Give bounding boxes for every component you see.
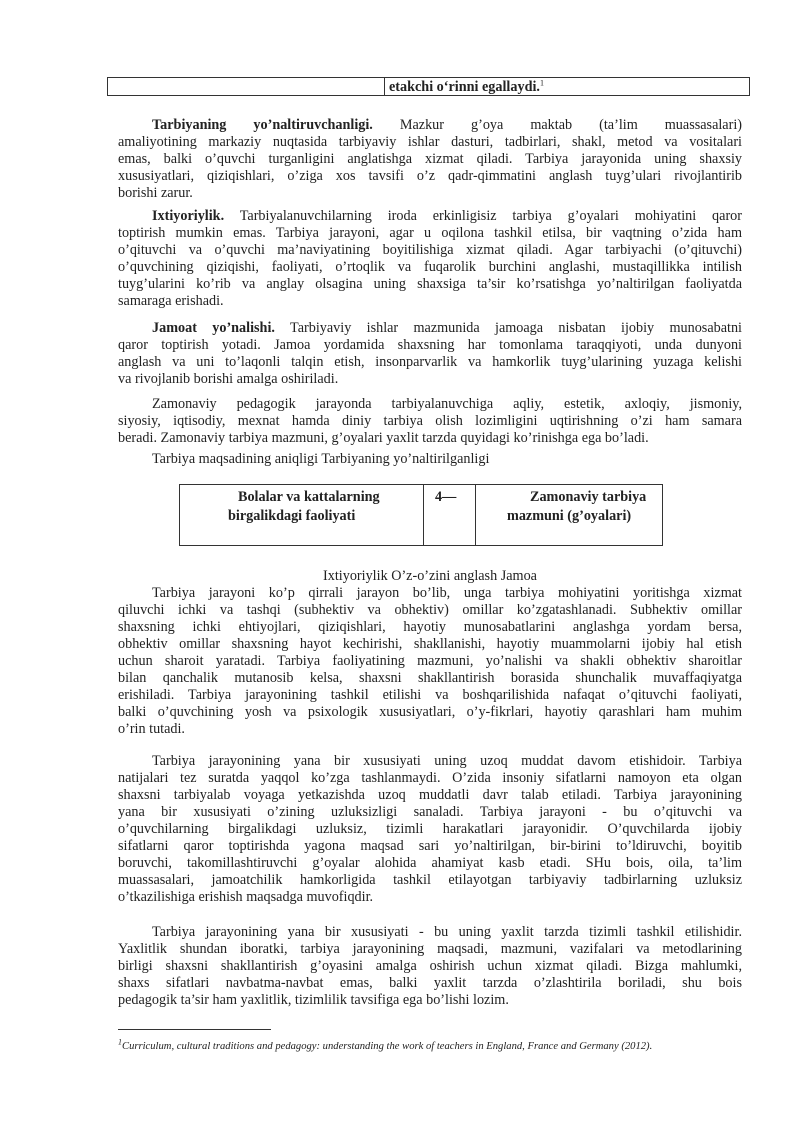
footnote-ref: 1 [539,78,544,88]
para-line: shaxsni tarbiyalab voyaga yetkazishda uzoq muddatli davr talab etiladi. Tarbiya jarayonining [118,787,742,803]
para-line: borishi zarur. [118,185,193,201]
para-line: o’tkazilishiga erishish maqsadga muvofiqdir. [118,889,374,905]
para-line: beradi. Zamonaviy tarbiya mazmuni, g’oyalari yaxlit tarzda quyidagi ko’rinishga ega bo’ladi. [118,430,649,446]
para-line: muassasalari, jamoatchilik hamkorligida tashkil etilayotgan tarbiyaviy tadbirlarning uzluksiz [118,872,742,888]
para-line: balki o’quvchining yosh va psixologik xususiyatlari, o’y-fikrlari, hayotiy qarashlari ham muhim [118,704,742,720]
top-table-row [107,77,750,96]
term-voluntariness: Ixtiyoriylik. [152,208,225,224]
table-divider [384,78,385,95]
para-line: tuyg’ularini ko’rib va anglay olsagina uning shaxsiga ta’sir ko’rsatishga yo’naltirilgan faoliyatda [118,276,742,292]
paragraph-process [118,585,742,738]
paragraph-aims [118,451,742,468]
para-line: o’quvchining qiziqishi, faoliyati, o’rtoqlik va fuqarolik burchini anglashi, mustaqillikka intilish [118,259,742,275]
diagram-left-line2: birgalikdagi faoliyati [228,508,356,524]
para-line: Zamonaviy pedagogik jarayonda tarbiyalanuvchiga aqliy, estetik, axloqiy, jismoniy, [152,396,742,412]
diagram-caption: Ixtiyoriylik O’z-o’zini anglash Jamoa [323,568,537,584]
para-line: Tarbiya jarayonining yana bir xususiyati - bu uning yaxlit tarzda tizimli tashkil etilishidir. [152,924,742,940]
diagram-right-line1: Zamonaviy tarbiya [530,489,647,505]
para-line: o’rin tutadi. [118,721,185,737]
diagram-table [179,484,663,546]
para-line: amaliyotining markaziy nuqtasida tarbiyaviy ishlar dasturi, tadbirlari, shakl, metod va vositalari [118,134,742,150]
para-line: Ixtiyoriylik. Tarbiyalanuvchilarning iroda erkinligisiz tarbiya g’oyalari mohiyatini qaror [152,208,742,224]
paragraph-duration [118,753,742,906]
para-line: uchun sharoit yaratadi. Tarbiya faoliyatining mazmuni, yo’nalishi va shakli obhektiv sharoitlar [118,653,742,669]
diagram-left-line1: Bolalar va kattalarning [238,489,380,505]
para-line: va rivojlanib borishi amalga oshiriladi. [118,371,339,387]
table-cell-text: etakchi o‘rinni egallaydi.$^1$ [389,78,544,95]
para-line: Tarbiya jarayoni ko’p qirrali jarayon bo’lib, unga tarbiya mohiyatini yoritishga xizmat [152,585,742,601]
footnote [118,1037,758,1053]
paragraph-collective [118,320,742,388]
para-line: obhektiv omillar shaxsning hayot kechirishi, shakllanishi, hayotiy muammolarni ijobiy hal etish [118,636,742,652]
para-line: yana bir xususiyati o’zining uzluksizligi sanaladi. Tarbiya jarayoni - bu o’qituvchi va [118,804,742,820]
para-line: erishiladi. Tarbiya jarayonining tashkil etilishi va boshqarilishida nafaqat o’qituvchi faoliyati, [118,687,742,703]
diagram-right-line2: mazmuni (g’oyalari) [507,508,632,524]
para-line: Tarbiyaning yo’naltiruvchanligi. Mazkur g’oya maktab (ta’lim muassasalari) [152,117,742,133]
footnote-number: 1 [118,1037,122,1047]
para-line: sifatlarni qaror toptirishda yagona maqsad sari yo’naltirilgan, bir-birini to’ldiruvchi, boyitib [118,838,742,854]
para-line: o’quvchilarning birgalikdagi uzluksiz, tizimli harakatlari jarayonidir. O’quvchilarda ijobiy [118,821,742,837]
para-line: Yaxlitlik shundan iboratki, tarbiya jarayonining maqsadi, mazmuni, vazifalari va metodlarining [118,941,742,957]
para-line: boruvchi, takomillashtiruvchi g’oyalar alohida ahamiyat kasb etadi. SHu bois, oila, ta’lim [118,855,742,871]
para-line: samaraga erishadi. [118,293,224,309]
paragraph-modern-pedagogy [118,396,742,447]
para-line: xususiyatlari, qiziqishlari, o’ziga xos tavsifi o’z qadr-qimmatini anglash tuyg’ulari rivojlantirib [118,168,742,184]
para-line: Tarbiya jarayonining yana bir xususiyati uning uzoq muddat davom etishidoir. Tarbiya [152,753,742,769]
para-line: Tarbiya maqsadining aniqligi Tarbiyaning yo’naltirilganligi [152,451,490,467]
footnote-text: Curriculum, cultural traditions and pedagogy: understanding the work of teachers in England, France and Germany (2012). [122,1041,653,1052]
para-line: natijalari tez suratda yaqqol ko’zga tashlanmaydi. O’zida insoniy sifatlarni namoyon eta olgan [118,770,742,786]
term-collective: Jamoat yo’nalishi. [152,320,275,336]
footnote-separator [118,1029,271,1030]
para-line: shaxsning ichki ehtiyojlari, qiziqishlari, hayotiy munosabatlarini anglashga yordam bersa, [118,619,742,635]
para-line: qiluvchi ichki va tashqi (subhektiv va obhektiv) omillar ko’zgatashlanadi. Subhektiv omillar [118,602,742,618]
para-line: o’qituvchi va o’quvchi ma’naviyatining boyitilishiga xizmat qiladi. Agar tarbiyachi (o’qituvchi) [118,242,742,258]
diagram-middle: 4— [435,489,457,505]
para-line: toptirish mumkin emas. Tarbiya jarayoni, agar u oqilona tashkil etilsa, bir vaqtning o’zida ham [118,225,742,241]
para-line: qaror toptirish yotadi. Jamoa yordamida shaxsning har tomonlama taraqqiyoti, unda dunyoni [118,337,742,353]
para-line: birligi shaxsni shakllantirish g’oyasini amalga oshirish uchun xizmat qiladi. Bizga mahlumki, [118,958,742,974]
para-line: pedagogik ta’sir ham yaxlitlik, tizimlilik tavsifiga ega bo’lishi lozim. [118,992,509,1008]
para-line: bilan qanchalik mutanosib kelsa, shaxsni shakllantirish borasida shunchalik muvaffaqiyatga [118,670,742,686]
diagram-divider [475,485,476,545]
paragraph-orientation [118,117,742,202]
para-line: shaxs sifatlari navbatma-navbat emas, balki yaxlit tarzda o’zlashtirila boriladi, shu bois [118,975,742,991]
para-line: Jamoat yo’nalishi. Tarbiyaviy ishlar mazmunida jamoaga nisbatan ijobiy munosabatni [152,320,742,336]
paragraph-integrity [118,924,742,1009]
term-orientation: Tarbiyaning yo’naltiruvchanligi. [152,117,373,133]
paragraph-voluntariness [118,208,742,310]
diagram-divider [423,485,424,545]
para-line: siyosiy, iqtisodiy, mexnat hamda diniy tarbiya olish lozimligini uqtirishning o’zi ham samara [118,413,742,429]
para-line: anglash va uni to’laqonli talqin etish, insonparvarlik va hamkorlik tuyg’ularining yuzaga kelishi [118,354,742,370]
para-line: emas, balki o’quvchi turganligini anglatishga xizmat qiladi. Tarbiya jarayonida uning shaxsiy [118,151,742,167]
